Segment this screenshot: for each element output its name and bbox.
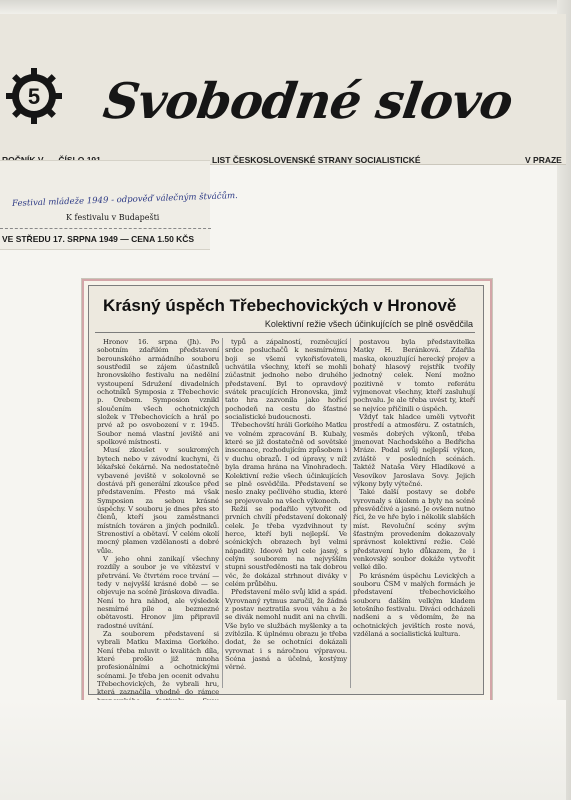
masthead — [0, 14, 566, 165]
article-frame — [88, 285, 484, 695]
logo-number: 5 — [27, 84, 41, 109]
place-label: V PRAZE — [525, 155, 562, 165]
dateline: VE STŘEDU 17. SRPNA 1949 — CENA 1.50 KČS — [2, 234, 195, 244]
party-tagline: LIST ČESKOSLOVENSKÉ STRANY SOCIALISTICKÉ — [212, 155, 421, 165]
article-clipping — [82, 279, 492, 703]
handwritten-note: Festival mládeže 1949 - odpověď válečným štváčům. — [11, 191, 238, 209]
paragraph: Po krásném úspěchu Levických a souboru ČSM v malých formách je představení třebechovického souboru dalším velkým kladem letošního festivalu. Diváci odcházeli nadšeni a s vědomím, že na ochotnických jevištích roste nová, vzdělaná a socialistická kultura. — [353, 571, 475, 639]
paragraph: Také další postavy se dobře vyrovnaly s úkolem a byly na scéně přesvědčivé a jasné. Je ovšem nutno říci, že ve hře bylo i několik slabších míst. Revoluční scény svým šťastným provedením dokazovaly správnost kolektivní režie. Celé představení bylo důkazem, že i venkovský soubor dokáže vytvořit velké dílo. — [353, 488, 475, 572]
article-column-1 — [97, 338, 219, 697]
paragraph: typů a zápalností, rozněcující srdce posluchačů k nesmírnému boji se všemi vykořisťovateli, uchvátila všechny, kteří se mohli zúčastnit jednoho nebo druhého představení. Byl to opravdový svátek pracujících Hronovska, jimž tato hra zazvonila jako hořící pochodeň na cestu do šťastné socialistické budoucnosti. — [225, 338, 347, 422]
paragraph: Představení mělo svůj klid a spád. Vyrovnaný rytmus zaručil, že žádná z postav neztratila svou váhu a že se divák nemohl nudit ani na chvíli. Vše bylo ve službách myšlenky a ta zvítězila. K úplnému obrazu je třeba dodat, že se ochotníci dokázali vyrovnat i s náročnou výpravou. Scéna jasná a účelná, kostýmy věrné. — [225, 588, 347, 672]
column-divider — [350, 338, 351, 688]
column-divider — [222, 338, 223, 688]
paragraph: postavou byla představitelka Matky H. Beránková. Zdařila maska, okouzlující herecký projev a bohatý hlasový rejstřík tvořily jednotný celek. Není možno pozitivně v tomto referátu vyjmenovat všechny, kteří zasluhují pochvalu. Je ale třeba uvést ty, kteří se nejvíce přičinili o úspěch. — [353, 338, 475, 413]
gear-logo-icon — [4, 66, 64, 126]
paragraph: Musí zkoušet v soukromých bytech nebo v závodní kuchyni, či lékařské čekárně. Na nedostatečně vybavené jeviště v sokolovně se dostává při generální zkoušce před představením. Přesto má však Symposion za sebou krásné úspěchy. V souboru je dnes přes sto členů, kteří jsou zaměstnanci místních továren a jiných podniků. Strenostiví a obětaví. V celém okolí mocný plamen vzdělanosti a dobré vůle. — [97, 446, 219, 555]
festival-section-label: K festivalu v Budapešti — [66, 213, 160, 222]
paragraph: Hronov 16. srpna (Jh). Po sobotním zdařilém představení berounského armádního souboru soustředil se zájem účastníků hronovského festivalu na nedělní vystoupení Sdružení divadelních ochotníků Symposia z Třebechovic p. Orebem. Symposion vznikl sloučením všech ochotnických složek v Třebechovicích a hrál po prvé až po osvobození v r. 1945. Soubor nemá vlastní jeviště ani spolkové místnosti. — [97, 338, 219, 447]
cut-line — [0, 228, 211, 230]
article-column-2 — [225, 338, 347, 688]
paper-edge-top — [0, 0, 571, 14]
article-headline: Krásný úspěch Třebechovických v Hronově — [103, 296, 457, 315]
headline-rule — [95, 332, 475, 333]
paragraph: Za souborem představení si vybrali Matku Maxima Gorkého. Není třeba mluvit o kvalitách díla, které prošlo již mnoha profesionálními a ochotnickými scénami. Je třeba jen ocenit odvahu Třebechovických, že vybrali hru, která zaznačila vhodně do rámce — [97, 630, 219, 697]
blank-paper-area — [0, 700, 566, 800]
paragraph: Režii se podařilo vytvořit od prvních chvílí představení dokonalý celek. Je třeba vyzdvihnout ty herce, kteří byli nejlepší. Ve scénických obrazech byl velmi nápaditý. Ideově byl cele jasný, s celým souborem na nejvyšším stupni soustředěnosti na tak dobrou věc, že dokázal strhnout diváky v celém průběhu. — [225, 504, 347, 588]
paragraph: Vždyť tak hladce uměli vytvořit prostředí a atmosféru. Z ostatních, vesměs dobrých výkonů, třeba jmenovat Nachodského a Bedřicha Mráze. Podal svůj nejlepší výkon, zvláště v posledních scénách. Taktéž Nataša Věry Hladíkové a Vesovíkov Jaroslava Sovy. Jejich výkony byly výtečné. — [353, 413, 475, 488]
paragraph: V jeho ohni zanikají všechny rozdíly a soubor je ve vítězství v přetrvání. Ve čtvrtém roce trvání — tedy v nejvyšší krásné době — se objevuje na scéně Jiráskova divadla. Není to hra náhod, ale výsledek nesmírné píle a bezmezné obětavosti. Hronov jim připravil radostné uvítání. — [97, 554, 219, 630]
article-subheadline: Kolektivní režie všech účinkujících se plně osvědčila — [264, 319, 473, 329]
newspaper-title: Svobodné slovo — [99, 72, 516, 130]
article-column-3 — [353, 338, 475, 688]
paragraph: Třebechovští hráli Gorkého Matku ve volném zpracování B. Kubaly, které se již dostatečně od sovětské inscenace, rozhodujícím způsobem i v duchu obrazů. I od úpravy, v níž byla drama hrána na Vinohradech. Kolektivní režie všech účinkujících se plně osvědčila. Představení se neslo znaky pečlivého studia, které se projevovalo na všech výkonech. — [225, 421, 347, 505]
